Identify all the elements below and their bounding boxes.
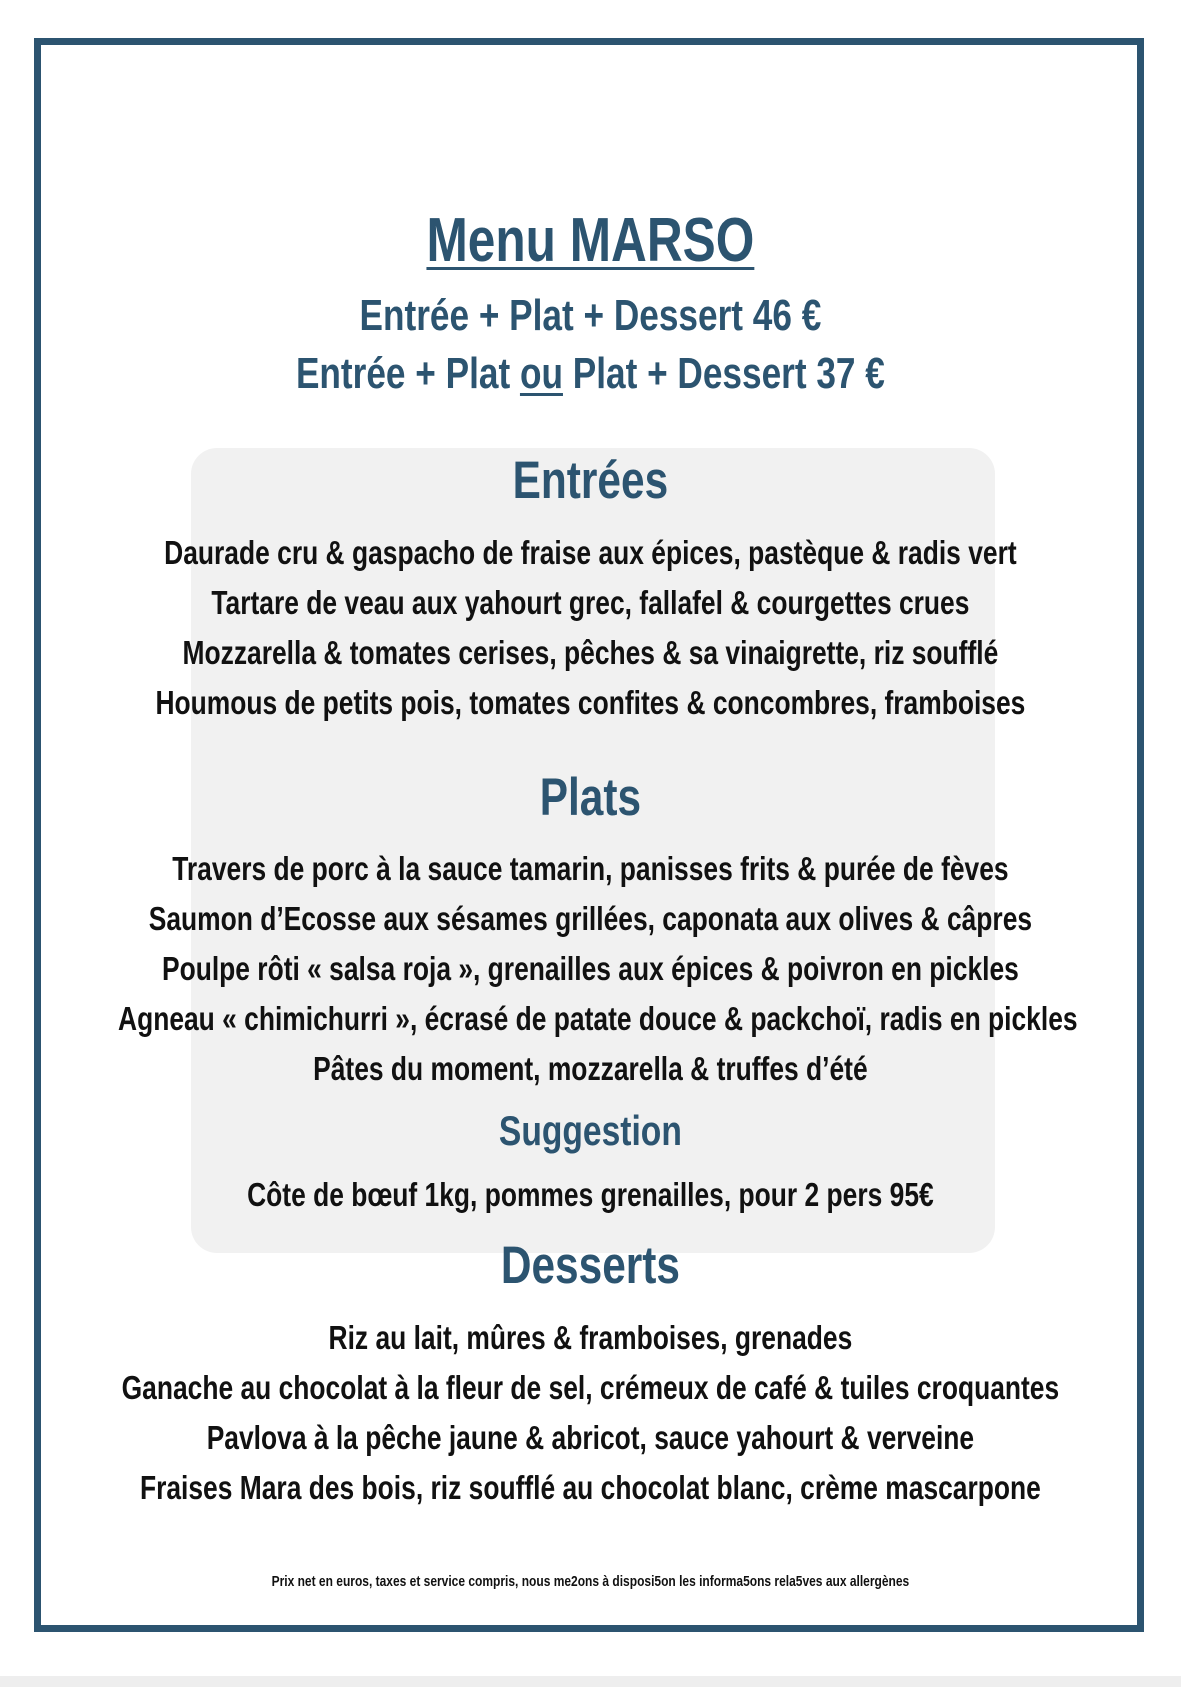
dish-item: Pavlova à la pêche jaune & abricot, sauce yahourt & verveine (206, 1419, 975, 1456)
footer-note: Prix net en euros, taxes et service compris, nous me2ons à disposi5on les informa5ons rela5ves aux allergènes (271, 1573, 910, 1590)
dish-item: Fraises Mara des bois, riz soufflé au chocolat blanc, crème mascarpone (139, 1469, 1041, 1506)
price-two-courses-part1: Entrée + Plat (295, 349, 520, 398)
dish-item: Travers de porc à la sauce tamarin, panisses frits & purée de fèves (172, 850, 1009, 887)
menu-title: Menu MARSO (426, 206, 755, 275)
section-heading-suggestion: Suggestion (498, 1107, 682, 1154)
suggestion-item: Côte de bœuf 1kg, pommes grenailles, pour 2 pers 95€ (247, 1176, 934, 1213)
price-two-courses-part2: Plat + Dessert 37 € (562, 349, 885, 398)
dish-item: Houmous de petits pois, tomates confites & concombres, framboises (155, 684, 1026, 721)
dish-item: Mozzarella & tomates cerises, pêches & sa vinaigrette, riz soufflé (182, 634, 999, 671)
price-two-courses-or: ou (519, 349, 563, 398)
section-heading-plats: Plats (539, 768, 642, 827)
dish-item: Saumon d’Ecosse aux sésames grillées, caponata aux olives & câpres (148, 900, 1033, 937)
price-two-courses (118, 348, 1063, 400)
dish-item: Pâtes du moment, mozzarella & truffes d’été (313, 1050, 868, 1087)
dish-item: Agneau « chimichurri », écrasé de patate douce & packchoï, radis en pickles (118, 1000, 1078, 1037)
section-heading-entrees: Entrées (512, 451, 669, 510)
page-bottom-edge (0, 1676, 1181, 1687)
dish-item: Tartare de veau aux yahourt grec, fallafel & courgettes crues (211, 584, 970, 621)
price-full-menu: Entrée + Plat + Dessert 46 € (359, 291, 822, 340)
dish-item: Poulpe rôti « salsa roja », grenailles aux épices & poivron en pickles (161, 950, 1019, 987)
section-heading-desserts: Desserts (500, 1236, 680, 1295)
dish-item: Ganache au chocolat à la fleur de sel, crémeux de café & tuiles croquantes (121, 1369, 1060, 1406)
dish-item: Riz au lait, mûres & framboises, grenades (328, 1319, 853, 1356)
dish-item: Daurade cru & gaspacho de fraise aux épices, pastèque & radis vert (164, 534, 1017, 571)
